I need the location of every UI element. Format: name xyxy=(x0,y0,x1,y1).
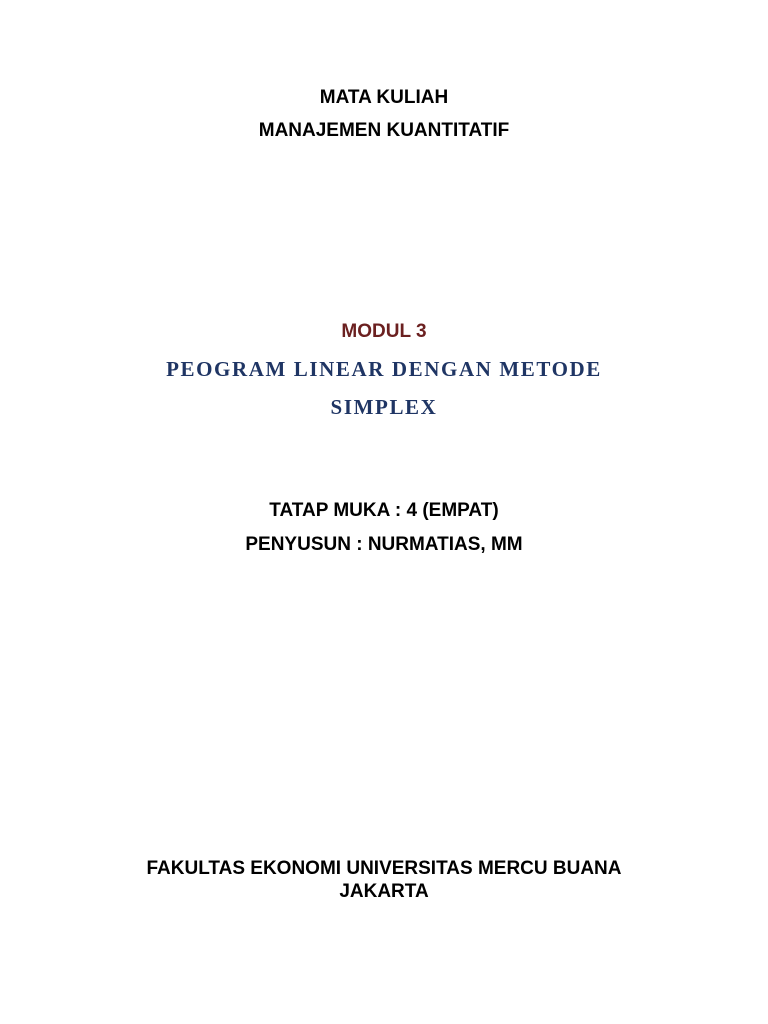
meeting-info: TATAP MUKA : 4 (EMPAT) xyxy=(269,500,499,521)
author-info: PENYUSUN : NURMATIAS, MM xyxy=(245,534,523,555)
faculty-name: FAKULTAS EKONOMI UNIVERSITAS MERCU BUANA xyxy=(146,858,622,879)
module-title-line-1: PEOGRAM LINEAR DENGAN METODE xyxy=(166,357,602,381)
course-name: MANAJEMEN KUANTITATIF xyxy=(258,120,510,141)
module-number: MODUL 3 xyxy=(341,321,427,342)
city-name: JAKARTA xyxy=(339,881,429,902)
module-title-line-2: SIMPLEX xyxy=(330,395,438,419)
course-label: MATA KULIAH xyxy=(319,87,449,108)
